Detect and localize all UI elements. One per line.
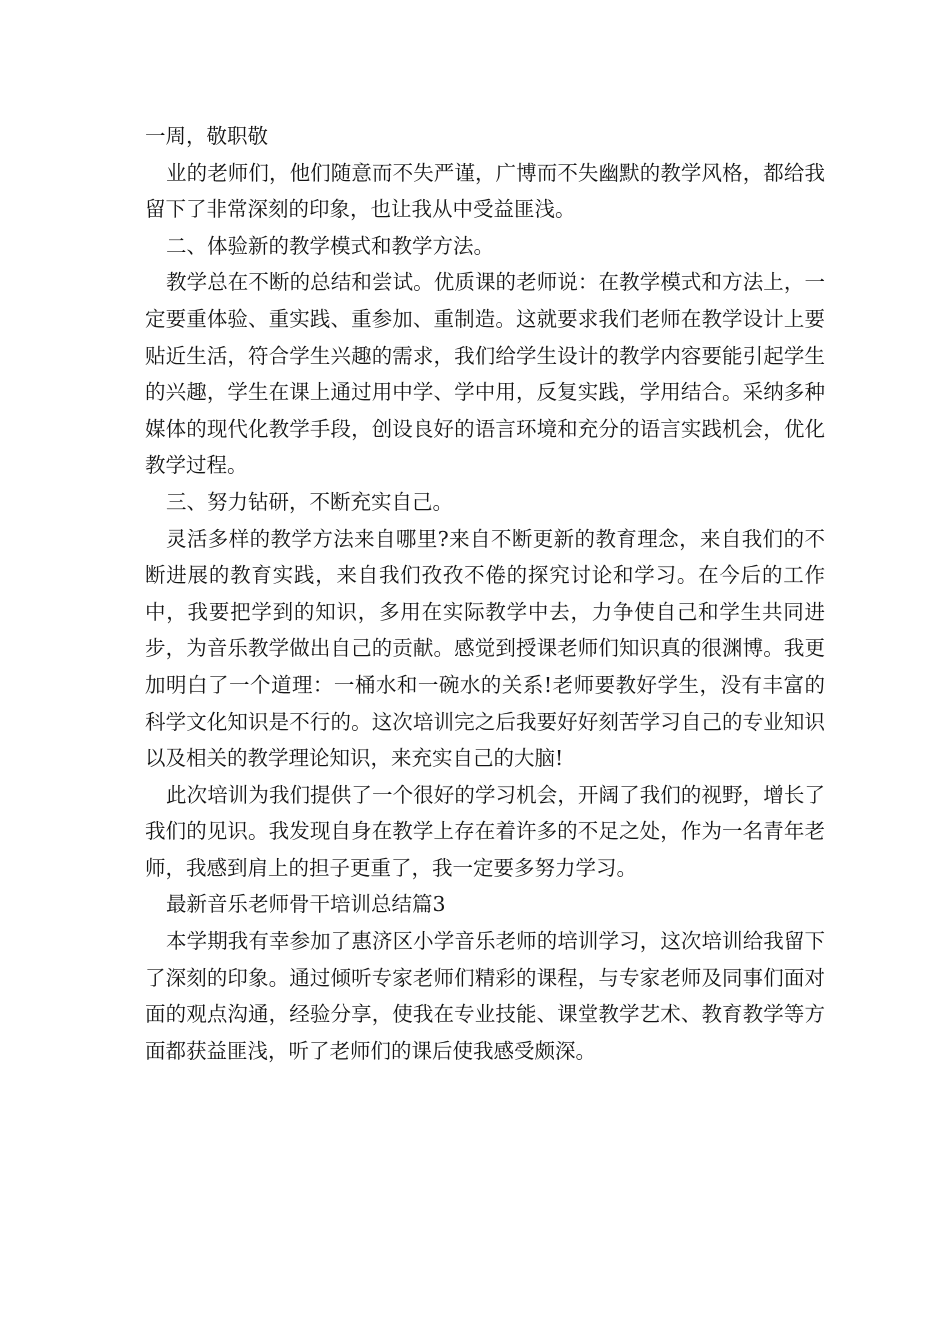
section-heading-three: 三、努力钻研，不断充实自己。 — [166, 489, 453, 514]
paragraph-opening-fragment: 一周，敬职敬 — [145, 124, 268, 148]
article-heading-part-3: 最新音乐老师骨干培训总结篇3 — [166, 892, 446, 917]
paragraph-flexible-methods: 灵活多样的教学方法来自哪里?来自不断更新的教育理念，来自我们的不断进展的教育实践，来自我们孜孜不倦的探究讨论和学习。在今后的工作中，我要把学到的知识，多用在实际教学中去，力争使自己和学生共同进步，为音乐教学做出自己的贡献。感觉到授课老师们知识真的很渊博。我更加明白了一个道理：一桶水和一碗水的关系!老师要教好学生，没有丰富的科学文化知识是不行的。这次培训完之后我要好好刻苦学习自己的专业知识以及相关的教学理论知识，来充实自己的大脑! — [145, 526, 825, 771]
paragraph-semester-training: 本学期我有幸参加了惠济区小学音乐老师的培训学习，这次培训给我留下了深刻的印象。通过倾听专家老师们精彩的课程，与专家老师及同事们面对面的观点沟通，经验分享，使我在专业技能、课堂教学艺术、教育教学等方面都获益匪浅，听了老师们的课后使我感受颇深。 — [145, 929, 825, 1063]
paragraph-teaching-methods: 教学总在不断的总结和尝试。优质课的老师说：在教学模式和方法上，一定要重体验、重实践、重参加、重制造。这就要求我们老师在教学设计上要贴近生活，符合学生兴趣的需求，我们给学生设计的教学内容要能引起学生的兴趣，学生在课上通过用中学、学中用，反复实践，学用结合。采纳多种媒体的现代化教学手段，创设良好的语言环境和充分的语言实践机会，优化教学过程。 — [145, 270, 825, 478]
paragraph-training-opportunity: 此次培训为我们提供了一个很好的学习机会，开阔了我们的视野，增长了我们的见识。我发现自身在教学上存在着许多的不足之处，作为一名青年老师，我感到肩上的担子更重了，我一定要多努力学习。 — [145, 782, 825, 880]
paragraph-teacher-style: 业的老师们，他们随意而不失严谨，广博而不失幽默的教学风格，都给我留下了非常深刻的印象，也让我从中受益匪浅。 — [145, 160, 825, 222]
document-body — [145, 118, 825, 1069]
section-heading-two: 二、体验新的教学模式和教学方法。 — [166, 233, 494, 258]
